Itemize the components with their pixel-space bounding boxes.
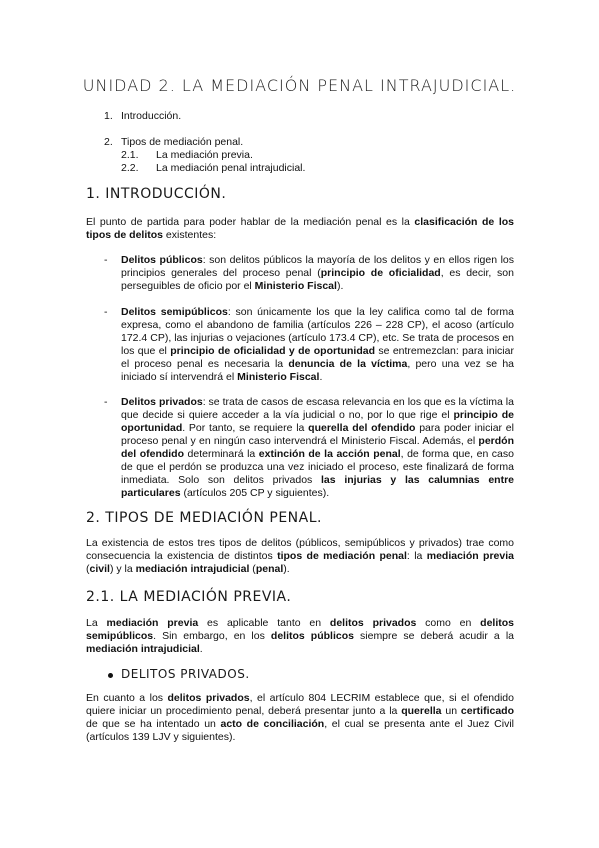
- toc-item-2-num: 2.: [104, 136, 113, 148]
- toc-item-21-label: La mediación previa.: [156, 149, 253, 161]
- page-title: UNIDAD 2. LA MEDIACIÓN PENAL INTRAJUDICIAL.: [82, 76, 517, 95]
- delitos-privados-paragraph: En cuanto a los delitos privados, el artículo 804 LECRIM establece que, si el ofendido quiere iniciar un procedimiento penal, deberá presentar junto a la querella un certificado de que se ha intentado un acto de conciliación, el cual se presenta ante el Juez Civil (artículos 139 LJV y siguientes).: [86, 692, 515, 743]
- intro-paragraph: El punto de partida para poder hablar de la mediación penal es la clasificación de los tipos de delitos existentes:: [86, 216, 514, 241]
- dash-bullet: -: [104, 306, 108, 318]
- list-item-delitos-semipublicos: Delitos semipúblicos: son únicamente los que la ley califica como tal de forma expresa, como el abandono de familia (artículos 226 – 228 CP), el acoso (artículo 172.4 CP), las injurias o vejaciones (artículo 173.4 CP), etc. Se trata de procesos en los que el principio de oficialidad y de oportunidad se entremezclan: para iniciar el proceso penal es necesaria la denuncia de la víctima, pero una vez se ha iniciado sí intervendrá el Ministerio Fiscal.: [121, 306, 515, 383]
- bullet-dot-icon: [108, 673, 113, 678]
- bullet-heading-delitos-privados: DELITOS PRIVADOS.: [121, 667, 250, 681]
- section-heading-tipos: 2. TIPOS DE MEDIACIÓN PENAL.: [86, 510, 322, 526]
- list-item-delitos-publicos: Delitos públicos: son delitos públicos la mayoría de los delitos y en ellos rigen los principios generales del proceso penal (principio de oficialidad, es decir, son perseguibles de oficio por el Ministerio Fiscal).: [121, 254, 515, 292]
- tipos-paragraph: La existencia de estos tres tipos de delitos (públicos, semipúblicos y privados) trae como consecuencia la existencia de distintos tipos de mediación penal: la mediación previa (civil) y la mediación intrajudicial (penal).: [86, 537, 514, 575]
- toc-item-22-label: La mediación penal intrajudicial.: [156, 162, 306, 174]
- toc-item-1-label: Introducción.: [121, 110, 182, 122]
- section-heading-introduccion: 1. INTRODUCCIÓN.: [86, 186, 227, 202]
- toc-item-22-num: 2.2.: [121, 162, 139, 174]
- section-heading-mediacion-previa: 2.1. LA MEDIACIÓN PREVIA.: [86, 589, 292, 605]
- dash-bullet: -: [104, 254, 108, 266]
- toc-item-2-label: Tipos de mediación penal.: [121, 136, 244, 148]
- toc-item-1-num: 1.: [104, 110, 113, 122]
- toc-item-21-num: 2.1.: [121, 149, 139, 161]
- mediacion-previa-paragraph: La mediación previa es aplicable tanto en delitos privados como en delitos semipúblicos. Sin embargo, en los delitos públicos siempre se deberá acudir a la mediación intrajudicial.: [86, 617, 515, 655]
- dash-bullet: -: [104, 396, 108, 408]
- list-item-delitos-privados: Delitos privados: se trata de casos de escasa relevancia en los que es la víctima la que decide si quiere acceder a la vía judicial o no, por lo que rige el principio de oportunidad. Por tanto, se requiere la querella del ofendido para poder iniciar el proceso penal y en ningún caso intervendrá el Ministerio Fiscal. Además, el perdón del ofendido determinará la extinción de la acción penal, de forma que, en caso de que el perdón se produzca una vez iniciado el proceso, este finalizará de forma inmediata. Solo son delitos privados las injurias y las calumnias entre particulares (artículos 205 CP y siguientes).: [121, 396, 515, 499]
